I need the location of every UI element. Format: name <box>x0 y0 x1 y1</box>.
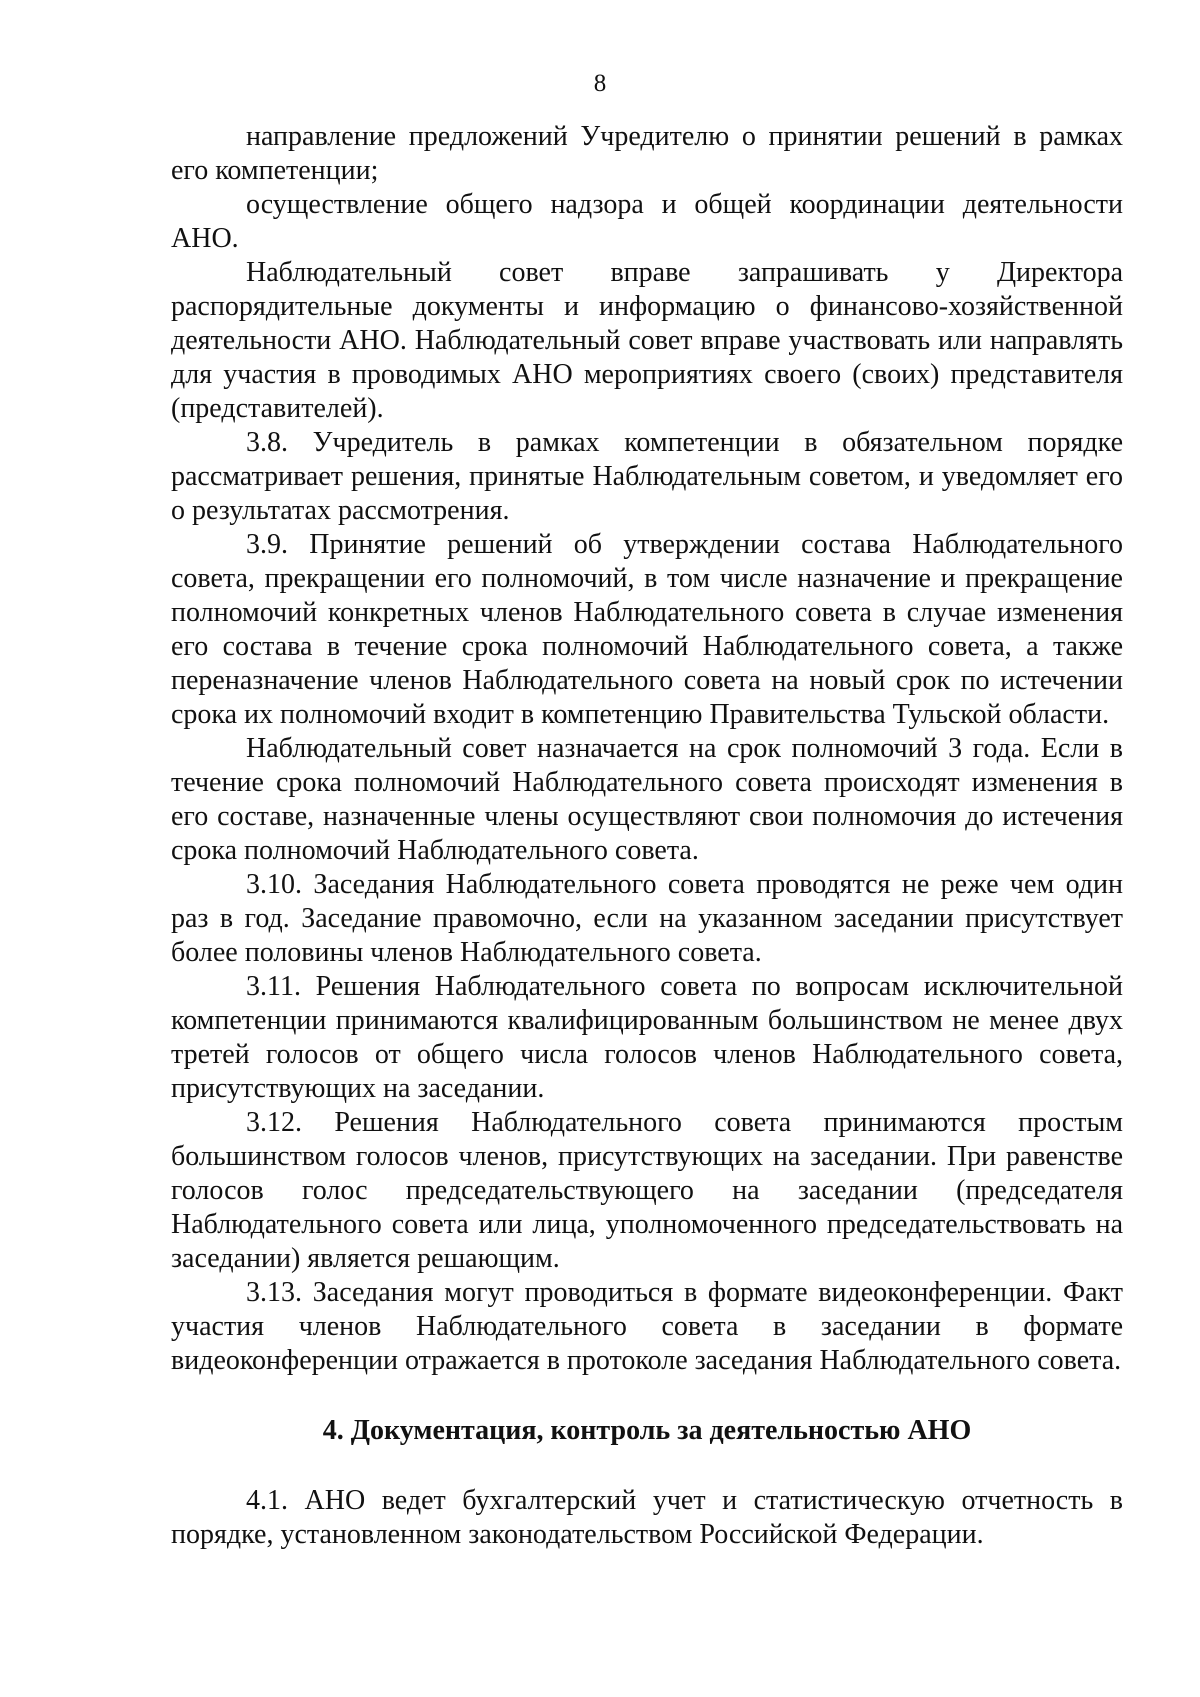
paragraph-3-12: 3.12. Решения Наблюдательного совета принимаются простым большинством голосов членов, присутствующих на заседании. При равенстве голосов голос председательствующего на заседании (председателя Наблюдательного совета или лица, уполномоченного председательствовать на заседании) является решающим. <box>171 1107 1123 1274</box>
paragraph-4-1: 4.1. АНО ведет бухгалтерский учет и статистическую отчетность в порядке, установленном законодательством Российской Федерации. <box>171 1485 1123 1550</box>
document-body <box>171 120 1123 1552</box>
paragraph-3-11: 3.11. Решения Наблюдательного совета по вопросам исключительной компетенции принимаются квалифицированным большинством не менее двух третей голосов от общего числа голосов членов Наблюдательного совета, присутствующих на заседании. <box>171 971 1123 1104</box>
section-heading: 4. Документация, контроль за деятельностью АНО <box>322 1415 972 1446</box>
paragraph-3-8: 3.8. Учредитель в рамках компетенции в обязательном порядке рассматривает решения, принятые Наблюдательным советом, и уведомляет его о результатах рассмотрения. <box>171 427 1123 526</box>
paragraph-supervision: осуществление общего надзора и общей координации деятельности АНО. <box>171 189 1123 254</box>
paragraph-3-9: 3.9. Принятие решений об утверждении состава Наблюдательного совета, прекращении его полномочий, в том числе назначение и прекращение полномочий конкретных членов Наблюдательного совета в случае изменения его состава в течение срока полномочий Наблюдательного совета, а также переназначение членов Наблюдательного совета на новый срок по истечении срока их полномочий входит в компетенцию Правительства Тульской области. <box>171 529 1123 730</box>
paragraph-council-term: Наблюдательный совет назначается на срок полномочий 3 года. Если в течение срока полномочий Наблюдательного совета происходят изменения в его составе, назначенные члены осуществляют свои полномочия до истечения срока полномочий Наблюдательного совета. <box>171 733 1123 866</box>
paragraph-3-13: 3.13. Заседания могут проводиться в формате видеоконференции. Факт участия членов Наблюдательного совета в заседании в формате видеоконференции отражается в протоколе заседания Наблюдательного совета. <box>171 1277 1123 1376</box>
paragraph-3-10: 3.10. Заседания Наблюдательного совета проводятся не реже чем один раз в год. Заседание правомочно, если на указанном заседании присутствует более половины членов Наблюдательного совета. <box>171 869 1123 968</box>
paragraph-proposals: направление предложений Учредителю о принятии решений в рамках его компетенции; <box>171 121 1123 186</box>
page-number: 8 <box>593 70 607 97</box>
paragraph-council-rights: Наблюдательный совет вправе запрашивать у Директора распорядительные документы и информацию о финансово-хозяйственной деятельности АНО. Наблюдательный совет вправе участвовать или направлять для участия в проводимых АНО мероприятиях своего (своих) представителя (представителей). <box>171 257 1123 424</box>
